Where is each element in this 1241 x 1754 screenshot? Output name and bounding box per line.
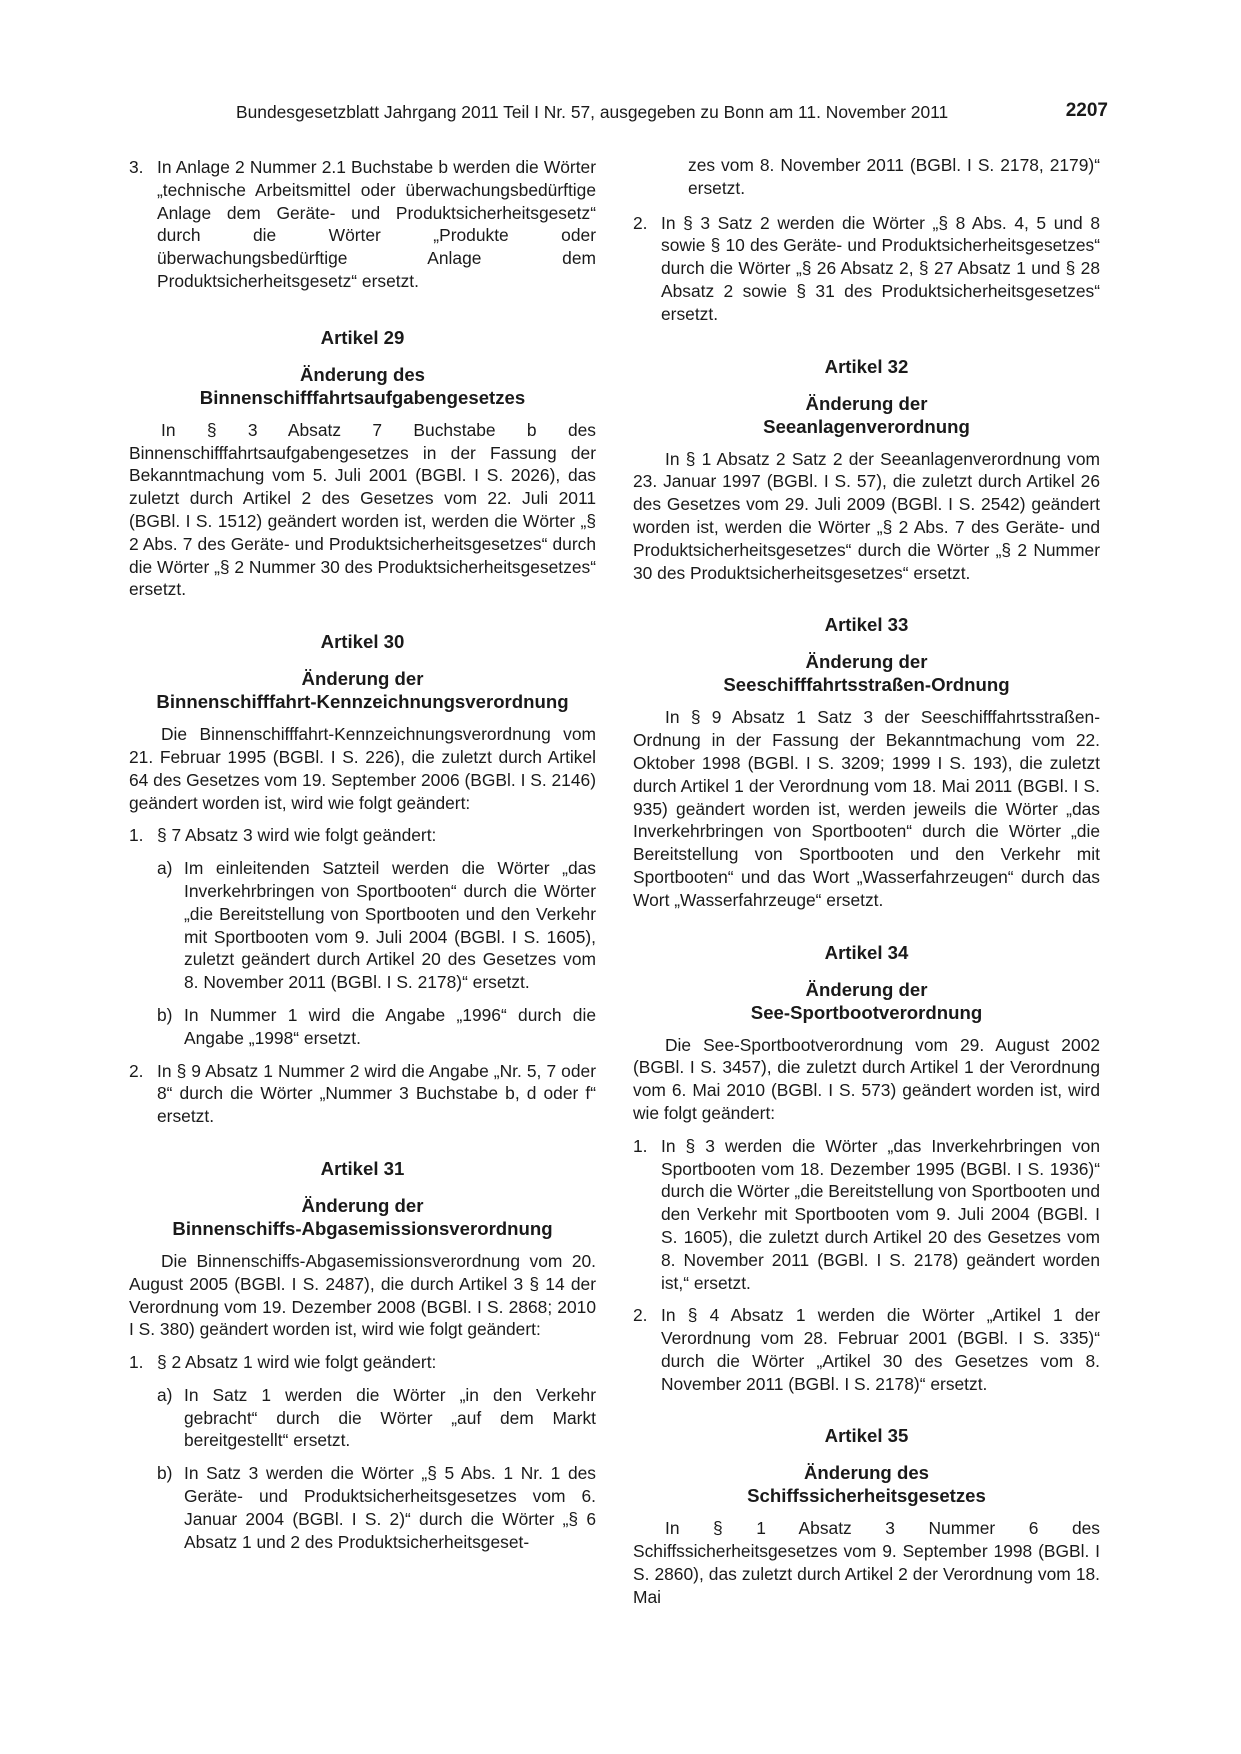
- article-number: Artikel 31: [320, 1157, 405, 1179]
- article-title-line: Binnenschifffahrt-Kennzeichnungsverordnung: [156, 691, 569, 713]
- sub-item: [129, 1462, 596, 1553]
- item-text: In § 4 Absatz 1 werden die Wörter „Artikel 1 der Verordnung vom 28. Februar 2001 (BGBl. I S. 335)“ durch die Wörter „Artikel 30 des Gesetzes vom 8. November 2011 (BGBl. I S. 2178)“ ersetzt.: [661, 1305, 1100, 1394]
- sub-item-text: In Nummer 1 wird die Angabe „1996“ durch die Angabe „1998“ ersetzt.: [184, 1004, 596, 1048]
- sub-item-text: Im einleitenden Satzteil werden die Wörter „das Inverkehrbringen von Sportbooten“ durch die Wörter „die Bereitstellung von Sportbooten und den Verkehr mit Sportbooten vom 9. Juli 2004 (BGBl. I S. 1605), zuletzt geändert durch Artikel 20 des Gesetzes vom 8. November 2011 (BGBl. I S. 2178)“ ersetzt.: [184, 858, 596, 993]
- item-text: § 7 Absatz 3 wird wie folgt geändert:: [157, 825, 437, 846]
- article-text: In § 3 Absatz 7 Buchstabe b des Binnenschifffahrtsaufgabengesetzes in der Fassung der Bekanntmachung vom 5. Juli 2001 (BGBl. I S. 2026), das zuletzt durch Artikel 2 des Gesetzes vom 22. Juli 2011 (BGBl. I S. 1512) geändert worden ist, werden die Wörter „§ 2 Abs. 7 des Geräte- und Produktsicherheitsgesetzes“ durch die Wörter „§ 2 Nummer 30 des Produktsicherheitsgesetzes“ ersetzt.: [129, 419, 596, 600]
- sub-item: [129, 1384, 596, 1452]
- article-number: Artikel 30: [320, 631, 405, 653]
- list-item: [129, 1351, 596, 1374]
- article-title-line: Änderung der: [301, 1194, 424, 1216]
- article-title-line: Änderung der: [301, 668, 424, 690]
- article-number: Artikel 32: [824, 355, 909, 377]
- item-number: 1.: [129, 825, 144, 846]
- article-intro: Die See-Sportbootverordnung vom 29. August 2002 (BGBl. I S. 3457), die zuletzt durch Artikel 1 der Verordnung vom 6. Mai 2010 (BGBl. I S. 573) geändert worden ist, wird wie folgt geändert:: [633, 1034, 1100, 1123]
- article-title: [129, 1194, 596, 1240]
- item-number: 1.: [633, 1135, 648, 1156]
- article-title: [129, 667, 596, 713]
- sub-item-text: In Satz 1 werden die Wörter „in den Verkehr gebracht“ durch die Wörter „auf dem Markt bereitgestellt“ ersetzt.: [184, 1384, 596, 1451]
- sub-item-letter: a): [157, 1384, 173, 1405]
- article-title-line: Binnenschiffs-Abgasemissionsverordnung: [172, 1217, 553, 1239]
- article-title-line: See-Sportbootverordnung: [750, 1001, 983, 1023]
- sub-item: [129, 857, 596, 994]
- article-intro: Die Binnenschifffahrt-Kennzeichnungsverordnung vom 21. Februar 1995 (BGBl. I S. 226), die zuletzt durch Artikel 64 des Gesetzes vom 19. September 2006 (BGBl. I S. 2146) geändert worden ist, wird wie folgt geändert:: [129, 724, 596, 813]
- article-intro: Die Binnenschiffs-Abgasemissionsverordnung vom 20. August 2005 (BGBl. I S. 2487), die durch Artikel 3 § 14 der Verordnung vom 19. Dezember 2008 (BGBl. I S. 2868; 2010 I S. 380) geändert worden ist, wird wie folgt geändert:: [129, 1250, 596, 1340]
- article-number: Artikel 29: [320, 326, 405, 348]
- item-text: In Anlage 2 Nummer 2.1 Buchstabe b werden die Wörter „technische Arbeitsmittel oder überwachungsbedürftige Anlage dem Geräte- und Produktsicherheitsgesetz“ durch die Wörter „Produkte oder überwachungsbedürftige Anlage dem Produktsicherheitsgesetz“ ersetzt.: [157, 157, 596, 291]
- sub-item-letter: b): [157, 1463, 173, 1484]
- sub-item-letter: a): [157, 858, 173, 879]
- item-text: In § 9 Absatz 1 Nummer 2 wird die Angabe „Nr. 5, 7 oder 8“ durch die Wörter „Nummer 3 Buchstabe b, d oder f“ ersetzt.: [157, 1060, 596, 1127]
- article-title-line: Änderung des: [804, 1462, 929, 1484]
- article-title-line: Schiffssicherheitsgesetzes: [747, 1485, 986, 1507]
- list-item: [633, 1304, 1100, 1395]
- article-title: [633, 650, 1100, 696]
- article-title-line: Änderung des: [300, 363, 425, 385]
- article-number: Artikel 35: [824, 1425, 909, 1447]
- list-item: [633, 212, 1100, 326]
- item-number: 2.: [129, 1060, 144, 1081]
- article-text: In § 9 Absatz 1 Satz 3 der Seeschifffahrtsstraßen-Ordnung in der Fassung der Bekanntmachung vom 22. Oktober 1998 (BGBl. I S. 3209; 1999 I S. 193), die zuletzt durch Artikel 1 der Verordnung vom 18. Mai 2011 (BGBl. I S. 935) geändert worden ist, werden jeweils die Wörter „das Inverkehrbringen von Sportbooten“ durch die Wörter „die Bereitstellung von Sportbooten und den Verkehr mit Sportbooten“ und das Wort „Wasserfahrzeugen“ durch das Wort „Wasserfahrzeuge“ ersetzt.: [633, 707, 1100, 910]
- list-item: [633, 1135, 1100, 1295]
- item-number: 2.: [633, 212, 648, 233]
- article-title: [129, 363, 596, 409]
- right-column: [633, 154, 1100, 1609]
- article-title: [633, 1461, 1100, 1507]
- article-title-line: Seeanlagenverordnung: [763, 415, 970, 437]
- sub-item-letter: b): [157, 1004, 173, 1025]
- running-title: Bundesgesetzblatt Jahrgang 2011 Teil I Nr. 57, ausgegeben zu Bonn am 11. November 2011: [236, 102, 949, 122]
- article-title-line: Änderung der: [805, 651, 928, 673]
- item-text: In § 3 werden die Wörter „das Inverkehrbringen von Sportbooten vom 18. Dezember 1995 (BGBl. I S. 1936)“ durch die Wörter „die Bereitstellung von Sportbooten und den Verkehr mit Sportbooten vom 9. Juli 2004 (BGBl. I S. 1605), die zuletzt durch Artikel 20 des Gesetzes vom 8. November 2011 (BGBl. I S. 2178) geändert worden ist,“ ersetzt.: [661, 1135, 1100, 1293]
- article-number: Artikel 34: [824, 941, 909, 963]
- sub-item-text: In Satz 3 werden die Wörter „§ 5 Abs. 1 Nr. 1 des Geräte- und Produktsicherheitsgesetzes vom 6. Januar 2004 (BGBl. I S. 2)“ durch die Wörter „§ 6 Absatz 1 und 2 des Produktsicherheitsgeset-: [184, 1463, 596, 1552]
- article-title-line: Änderung der: [805, 392, 928, 414]
- item-text: In § 3 Satz 2 werden die Wörter „§ 8 Abs. 4, 5 und 8 sowie § 10 des Geräte- und Produktsicherheitsgesetzes“ durch die Wörter „§ 26 Absatz 2, § 27 Absatz 1 und § 28 Absatz 2 sowie § 31 des Produktsicherheitsgesetzes“ ersetzt.: [661, 212, 1100, 324]
- page-number: 2207: [1065, 100, 1108, 121]
- article-number: Artikel 33: [824, 614, 909, 636]
- article-text: In § 1 Absatz 2 Satz 2 der Seeanlagenverordnung vom 23. Januar 1997 (BGBl. I S. 57), die zuletzt durch Artikel 26 des Gesetzes vom 29. Juli 2009 (BGBl. I S. 2542) geändert worden ist, werden die Wörter „§ 2 Abs. 7 des Geräte- und Produktsicherheitsgesetzes“ durch die Wörter „§ 2 Nummer 30 des Produktsicherheitsgesetzes“ ersetzt.: [633, 448, 1100, 583]
- item-number: 1.: [129, 1352, 144, 1373]
- article-title-line: Seeschifffahrtsstraßen-Ordnung: [723, 674, 1010, 696]
- list-item: [129, 1060, 596, 1128]
- continued-text: zes vom 8. November 2011 (BGBl. I S. 2178, 2179)“ ersetzt.: [688, 155, 1100, 198]
- item-text: § 2 Absatz 1 wird wie folgt geändert:: [157, 1352, 437, 1373]
- item-number: 2.: [633, 1305, 648, 1326]
- article-title: [633, 978, 1100, 1024]
- page-header: [236, 100, 1108, 130]
- list-item: [129, 156, 596, 293]
- item-number: 3.: [129, 157, 144, 177]
- article-title-line: Binnenschifffahrtsaufgabengesetzes: [199, 386, 526, 408]
- article-text: In § 1 Absatz 3 Nummer 6 des Schiffssicherheitsgesetzes vom 9. September 1998 (BGBl. I S. 2860), das zuletzt durch Artikel 2 der Verordnung vom 18. Mai: [633, 1518, 1100, 1607]
- list-item: [129, 824, 596, 847]
- sub-item: [129, 1004, 596, 1050]
- article-title: [633, 392, 1100, 438]
- article-title-line: Änderung der: [805, 978, 928, 1000]
- left-column: [129, 156, 596, 1553]
